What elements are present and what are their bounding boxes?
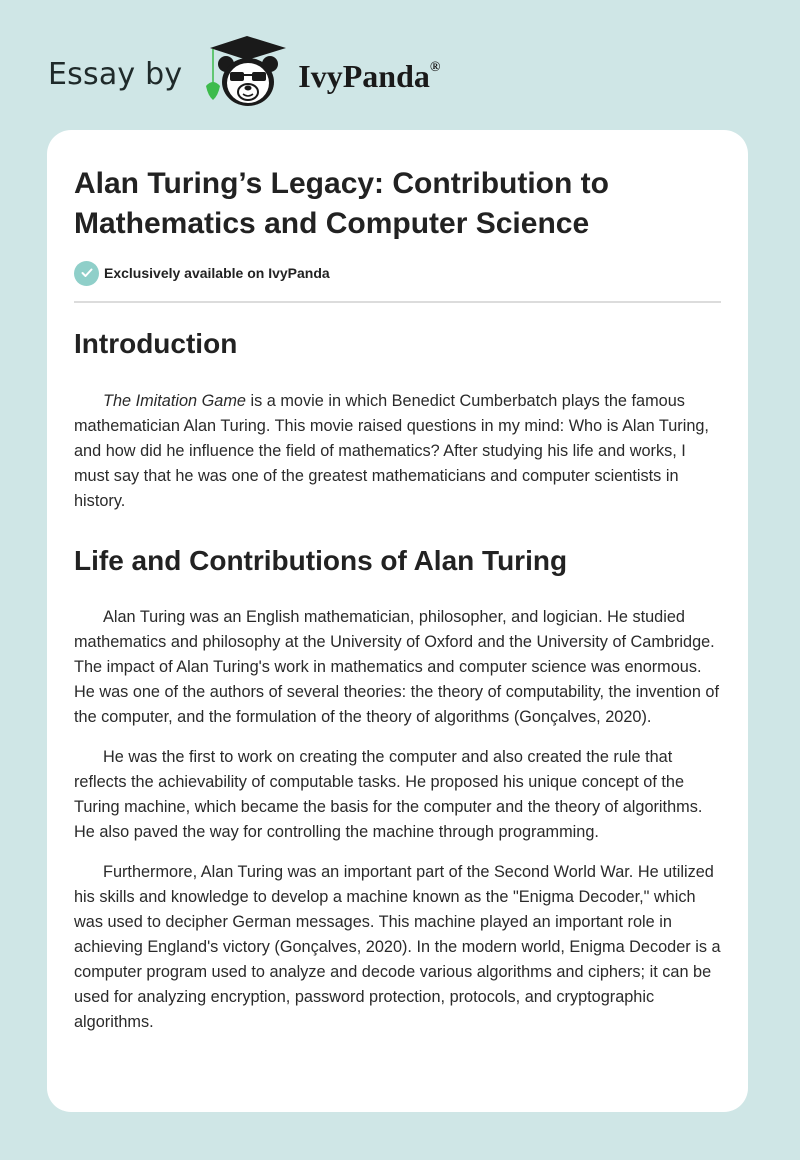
- badge-text: Exclusively available on IvyPanda: [104, 265, 330, 281]
- site-header-logo[interactable]: [48, 34, 440, 110]
- paragraph: Furthermore, Alan Turing was an important part of the Second World War. He utilized his skills and knowledge to develop a machine known as the "Enigma Decoder," which was used to decipher German messages. This machine played an important role in achieving England's victory (Gonçalves, 2020). In the modern world, Enigma Decoder is a computer program used to analyze and decode various algorithms and ciphers; it can be used for analyzing encryption, password protection, protocols, and cryptographic algorithms.: [74, 863, 721, 1031]
- essay-title: Alan Turing’s Legacy: Contribution to Mathematics and Computer Science: [74, 167, 609, 240]
- check-circle-icon: [74, 261, 99, 286]
- paragraph: Alan Turing was an English mathematician, philosopher, and logician. He studied mathematics and philosophy at the University of Oxford and the University of Cambridge. The impact of Alan Turing's work in mathematics and computer science was enormous. He was one of the authors of several theories: the theory of computability, the invention of the computer, and the formulation of the theory of algorithms (Gonçalves, 2020).: [74, 608, 719, 726]
- brand-name: IvyPanda®: [298, 57, 441, 94]
- paragraph: He was the first to work on creating the computer and also created the rule that reflects the achievability of computable tasks. He proposed his unique concept of the Turing machine, which became the basis for the computer and the theory of algorithms. He also paved the way for controlling the machine through programming.: [74, 748, 703, 841]
- paragraph: The Imitation Game is a movie in which Benedict Cumberbatch plays the famous mathematician Alan Turing. This movie raised questions in my mind: Who is Alan Turing, and how did he influence the field of mathematics? After studying his life and works, I must say that he was one of the greatest mathematicians and computer scientists in history.: [74, 392, 709, 510]
- divider: [74, 301, 721, 303]
- essay-card: [47, 130, 748, 1112]
- section-heading-life: Life and Contributions of Alan Turing: [74, 545, 568, 576]
- essay-by-label: Essay by: [48, 56, 183, 92]
- movie-title: The Imitation Game: [103, 392, 246, 410]
- exclusive-badge: [74, 260, 721, 286]
- section-heading-introduction: Introduction: [74, 328, 238, 359]
- panda-graduate-icon: [202, 34, 292, 110]
